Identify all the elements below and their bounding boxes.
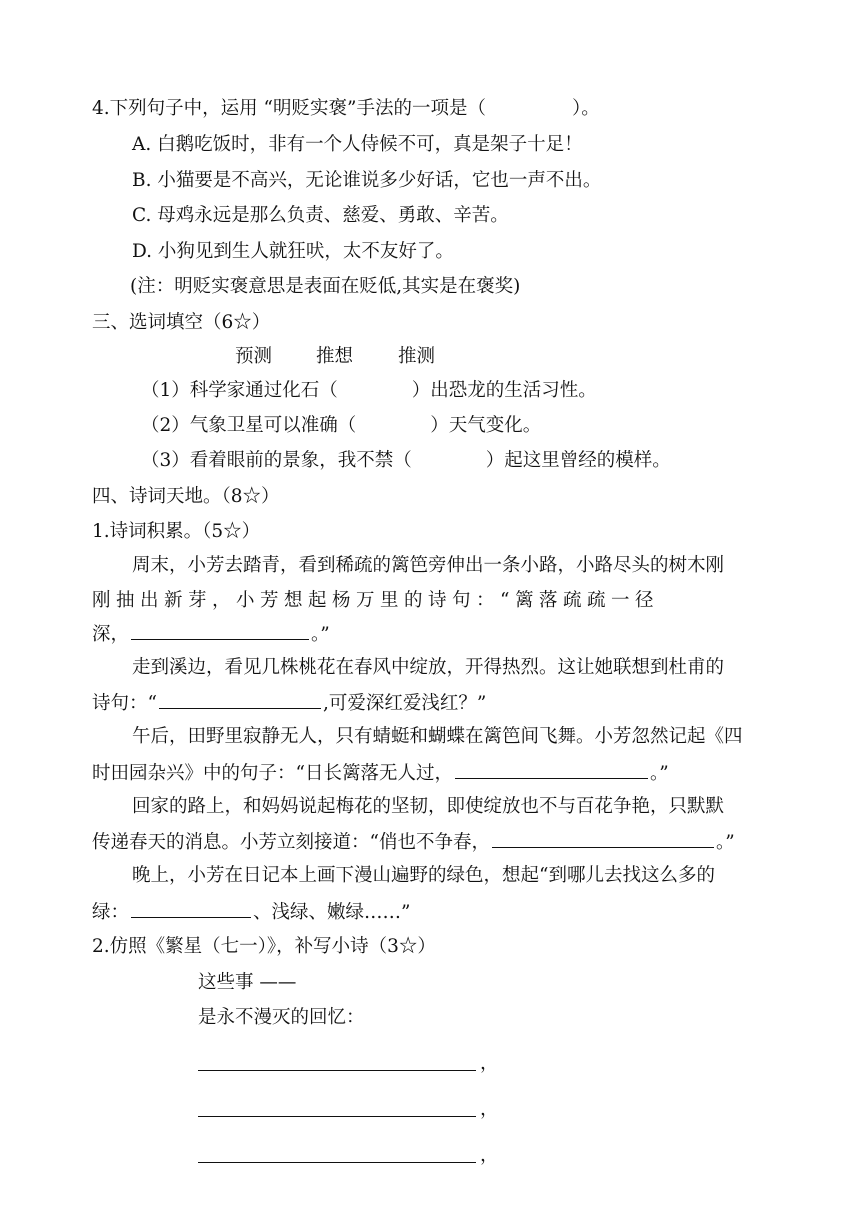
answer-blank-5[interactable]: [131, 899, 251, 918]
q4-option-a: A. 白鹅吃饭时，非有一个人侍候不可，真是架子十足！: [132, 134, 583, 155]
q4-stem: 4.下列句子中，运用 “明贬实褒”手法的一项是（ ）。: [92, 98, 600, 119]
poem-line-2: 是永不漫灭的回忆：: [198, 1007, 365, 1028]
answer-blank-2[interactable]: [159, 690, 321, 709]
paragraph-5-line-1: 晚上，小芳在日记本上画下漫山遍野的绿色，想起“到哪儿去找这么多的: [132, 865, 715, 886]
poem-blank-3[interactable]: [198, 1162, 476, 1163]
section-4-sub2: 2.仿照《繁星（七一）》，补写小诗（3☆）: [92, 936, 436, 957]
poem-comma-2: ，: [480, 1099, 499, 1120]
answer-blank-1[interactable]: [131, 621, 309, 640]
paragraph-2-line-2: 诗句：“ ,可爱深红爱浅红？”: [92, 690, 486, 716]
q4-option-c: C. 母鸡永远是那么负责、慈爱、勇敢、辛苦。: [132, 205, 509, 226]
poem-blank-1[interactable]: [198, 1070, 476, 1071]
fill-item-3: （3）看着眼前的景象，我不禁（ ）起这里曾经的模样。: [141, 450, 671, 471]
paragraph-1-line-2: 刚抽出新芽，小芳想起杨万里的诗句：“篱落疏疏一径: [92, 590, 659, 611]
paragraph-5-line-2: 绿： 、浅绿、嫩绿……”: [92, 899, 410, 925]
word-bank-3: 推测: [398, 346, 436, 367]
paragraph-1-line-3: 深， 。”: [92, 621, 330, 647]
poem-comma-1: ，: [480, 1053, 499, 1074]
q4-option-d: D. 小狗见到生人就狂吠，太不友好了。: [132, 241, 454, 262]
q4-option-b: B. 小猫要是不高兴，无论谁说多少好话，它也一声不出。: [132, 170, 602, 191]
section-3-title: 三、选词填空（6☆）: [92, 312, 271, 333]
answer-blank-3[interactable]: [455, 760, 648, 779]
answer-blank-4[interactable]: [492, 829, 714, 848]
fill-item-2: （2）气象卫星可以准确（ ）天气变化。: [141, 415, 542, 436]
q4-note: (注：明贬实褒意思是表面在贬低,其实是在褒奖): [130, 276, 521, 297]
poem-line-1: 这些事 ——: [198, 972, 297, 993]
section-4-title: 四、诗词天地。（8☆）: [92, 486, 280, 507]
section-4-sub1: 1.诗词积累。（5☆）: [92, 521, 261, 542]
word-bank-1: 预测: [235, 346, 273, 367]
paragraph-2-line-1: 走到溪边，看见几株桃花在春风中绽放，开得热烈。这让她联想到杜甫的: [132, 657, 725, 678]
fill-item-1: （1）科学家通过化石（ ）出恐龙的生活习性。: [141, 380, 597, 401]
word-bank-2: 推想: [316, 346, 354, 367]
poem-comma-3: ，: [480, 1145, 499, 1166]
paragraph-4-line-2: 传递春天的消息。小芳立刻接道：“俏也不争春， 。”: [92, 829, 735, 855]
paragraph-1-line-1: 周末，小芳去踏青，看到稀疏的篱笆旁伸出一条小路，小路尽头的树木刚: [132, 555, 725, 576]
paragraph-3-line-1: 午后，田野里寂静无人，只有蜻蜓和蝴蝶在篱笆间飞舞。小芳忽然记起《四: [132, 726, 743, 747]
paragraph-3-line-2: 时田园杂兴》中的句子：“日长篱落无人过， 。”: [92, 760, 669, 786]
paragraph-4-line-1: 回家的路上，和妈妈说起梅花的坚韧，即使绽放也不与百花争艳，只默默: [132, 796, 725, 817]
poem-blank-2[interactable]: [198, 1116, 476, 1117]
